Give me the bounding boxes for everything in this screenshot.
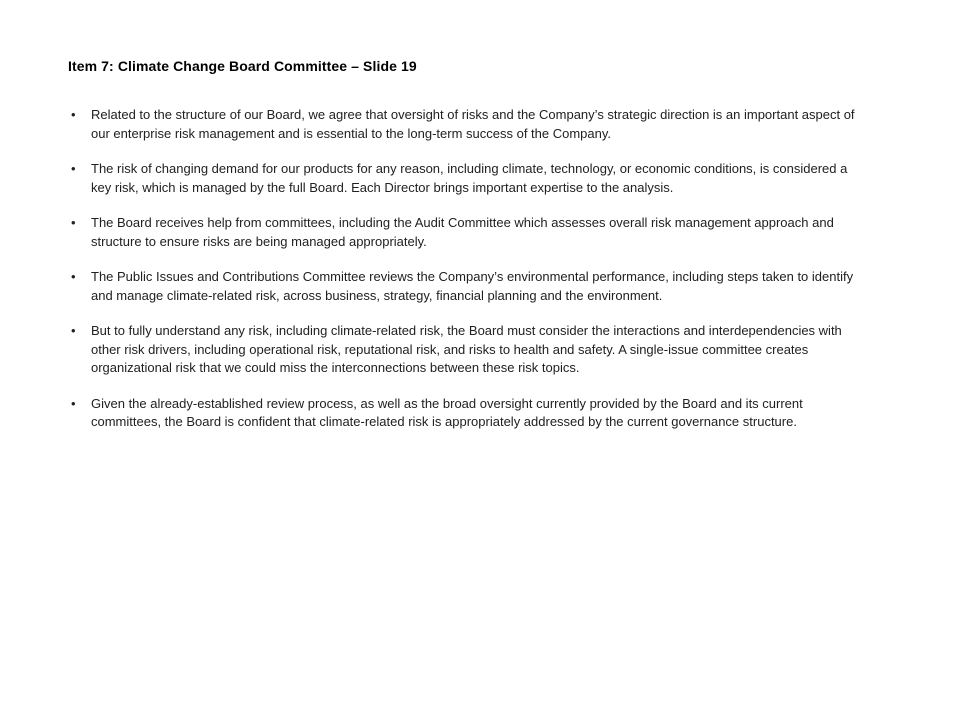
bullet-list <box>68 106 864 432</box>
list-item: • The Board receives help from committees, including the Audit Committee which assesses overall risk management approach and structure to ensure risks are being managed appropriately. <box>68 214 864 251</box>
list-item: • The Public Issues and Contributions Committee reviews the Company’s environmental performance, including steps taken to identify and manage climate-related risk, across business, strategy, financial planning and the environment. <box>68 268 864 305</box>
list-item: • But to fully understand any risk, including climate-related risk, the Board must consider the interactions and interdependencies with other risk drivers, including operational risk, reputational risk, and risks to health and safety. A single-issue committee creates organizational risk that we could miss the interconnections between these risk topics. <box>68 322 864 378</box>
page-title: Item 7: Climate Change Board Committee – Slide 19 <box>68 58 417 74</box>
list-item: • Related to the structure of our Board, we agree that oversight of risks and the Company’s strategic direction is an important aspect of our enterprise risk management and is essential to the long-term success of the Company. <box>68 106 864 143</box>
list-item: • Given the already-established review process, as well as the broad oversight currently provided by the Board and its current committees, the Board is confident that climate-related risk is appropriately addressed by the current governance structure. <box>68 395 864 432</box>
list-item: • The risk of changing demand for our products for any reason, including climate, technology, or economic conditions, is considered a key risk, which is managed by the full Board. Each Director brings important expertise to the analysis. <box>68 160 864 197</box>
